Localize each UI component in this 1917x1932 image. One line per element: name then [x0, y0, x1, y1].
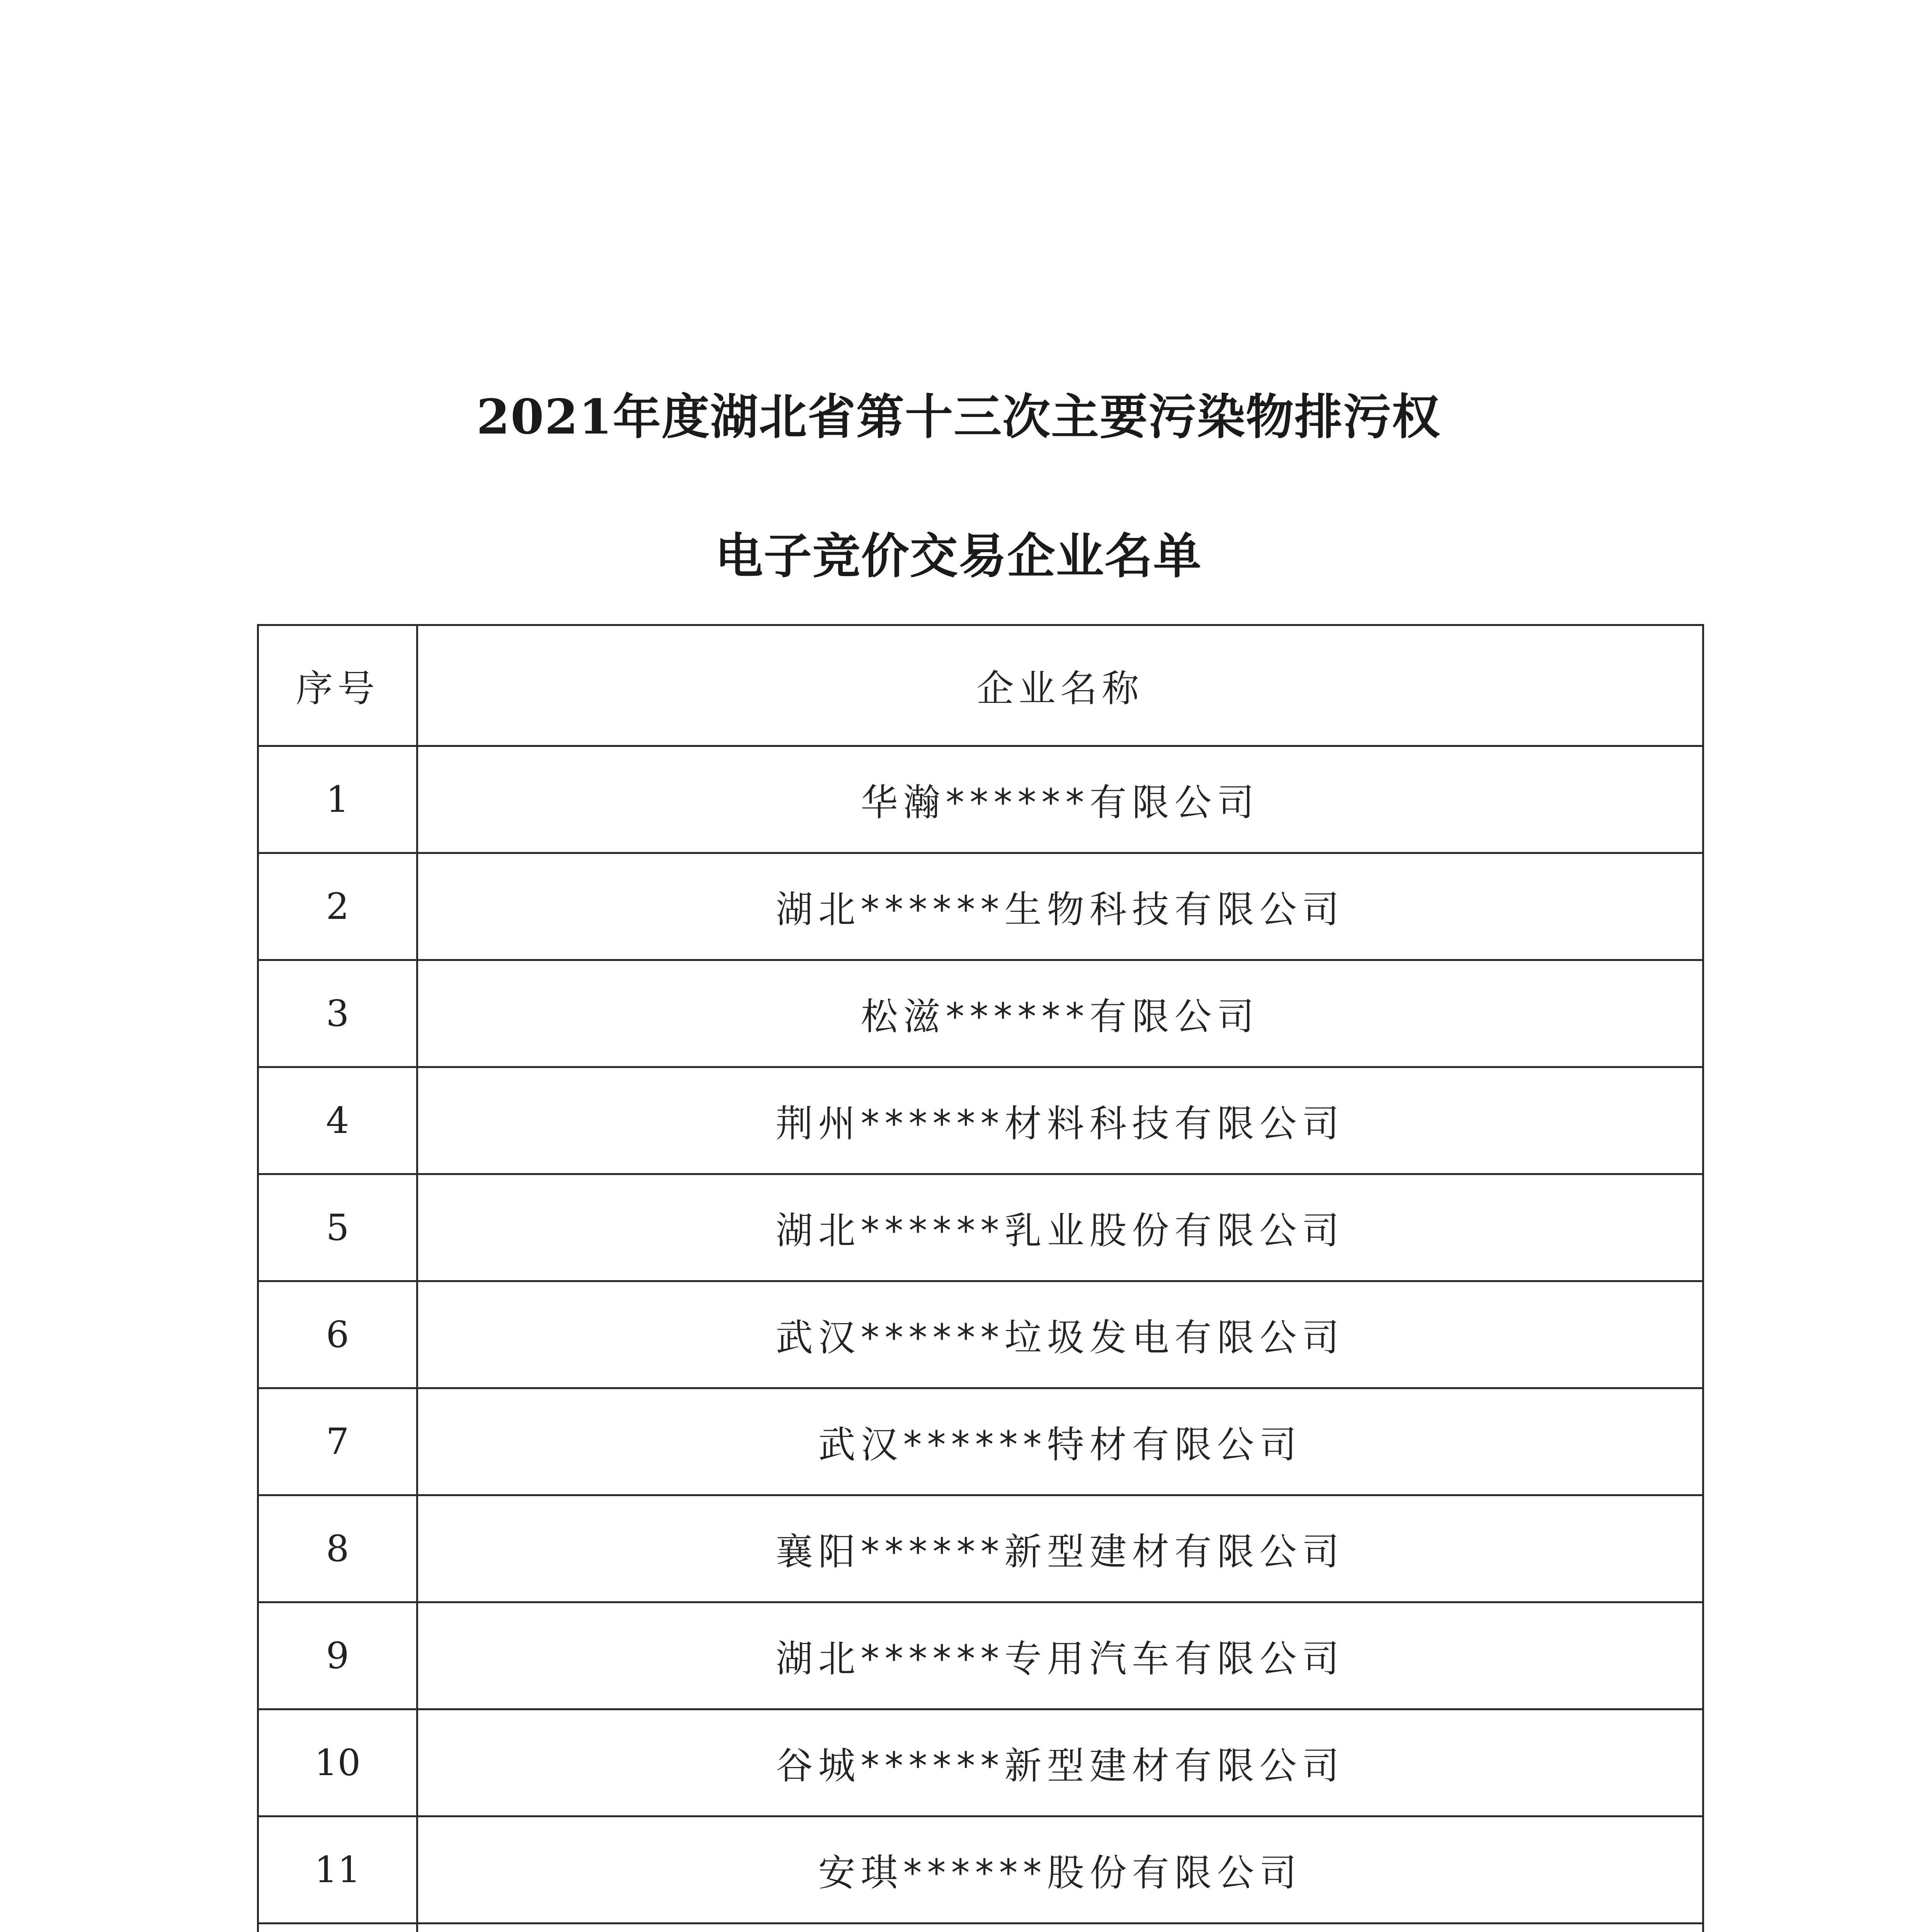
row-number-cell	[258, 1923, 417, 1932]
header-cell-number	[258, 625, 417, 746]
company-name-cell	[417, 1709, 1703, 1816]
row-number-cell	[258, 1174, 417, 1281]
company-name-cell	[417, 1602, 1703, 1709]
row-number: 10	[314, 1742, 361, 1784]
company-name: 湖北******生物科技有限公司	[776, 888, 1345, 931]
table-row	[258, 1067, 1703, 1174]
document-title-line-1: 2021年度湖北省第十三次主要污染物排污权	[476, 389, 1441, 445]
table-row	[258, 1602, 1703, 1709]
row-number: 1	[326, 778, 349, 821]
row-number-cell	[258, 1602, 417, 1709]
row-number-cell	[258, 746, 417, 853]
table-row	[258, 1174, 1703, 1281]
header-cell-company-name	[417, 625, 1703, 746]
company-name-cell	[417, 960, 1703, 1067]
row-number: 11	[314, 1849, 361, 1891]
table-header-row	[258, 625, 1703, 746]
table-row	[258, 1816, 1703, 1923]
company-name-cell	[417, 853, 1703, 960]
row-number-cell	[258, 1388, 417, 1495]
table-row	[258, 1281, 1703, 1388]
company-name: 谷城******新型建材有限公司	[776, 1744, 1345, 1787]
header-number-label: 序号	[296, 667, 379, 710]
table-row	[258, 1388, 1703, 1495]
row-number-cell	[258, 1067, 417, 1174]
row-number: 3	[326, 992, 349, 1035]
company-name: 武汉******垃圾发电有限公司	[776, 1316, 1345, 1359]
company-name-cell	[417, 1495, 1703, 1602]
company-name-cell	[417, 746, 1703, 853]
company-name: 安琪******股份有限公司	[818, 1851, 1302, 1895]
company-name: 荆州******材料科技有限公司	[776, 1102, 1345, 1145]
table-row	[258, 746, 1703, 853]
row-number-cell	[258, 853, 417, 960]
company-name-cell	[417, 1067, 1703, 1174]
company-name: 松滋******有限公司	[861, 995, 1260, 1038]
table-row	[258, 1709, 1703, 1816]
row-number: 9	[326, 1634, 349, 1677]
company-name-cell	[417, 1388, 1703, 1495]
company-name: 武汉******特材有限公司	[818, 1423, 1302, 1466]
company-name: 华瀚******有限公司	[861, 781, 1260, 824]
row-number: 5	[326, 1206, 349, 1249]
row-number: 4	[326, 1099, 349, 1142]
row-number-cell	[258, 1709, 417, 1816]
table-row	[258, 960, 1703, 1067]
company-name-cell	[417, 1281, 1703, 1388]
row-number: 2	[326, 885, 349, 928]
table-row	[258, 853, 1703, 960]
row-number-cell	[258, 1281, 417, 1388]
row-number-cell	[258, 1816, 417, 1923]
table-row	[258, 1495, 1703, 1602]
company-name-cell	[417, 1923, 1703, 1932]
header-company-name-label: 企业名称	[976, 667, 1144, 710]
row-number: 6	[326, 1313, 349, 1356]
row-number: 7	[326, 1420, 349, 1463]
company-list-table	[257, 624, 1704, 1932]
company-name-cell	[417, 1174, 1703, 1281]
row-number: 8	[326, 1527, 349, 1570]
document-title-line-2: 电子竞价交易企业名单	[715, 528, 1202, 584]
row-number-cell	[258, 1495, 417, 1602]
company-name: 湖北******专用汽车有限公司	[776, 1637, 1345, 1680]
company-name: 襄阳******新型建材有限公司	[776, 1530, 1345, 1573]
row-number-cell	[258, 960, 417, 1067]
company-name-cell	[417, 1816, 1703, 1923]
table-row	[258, 1923, 1703, 1932]
company-name: 湖北******乳业股份有限公司	[776, 1209, 1345, 1252]
